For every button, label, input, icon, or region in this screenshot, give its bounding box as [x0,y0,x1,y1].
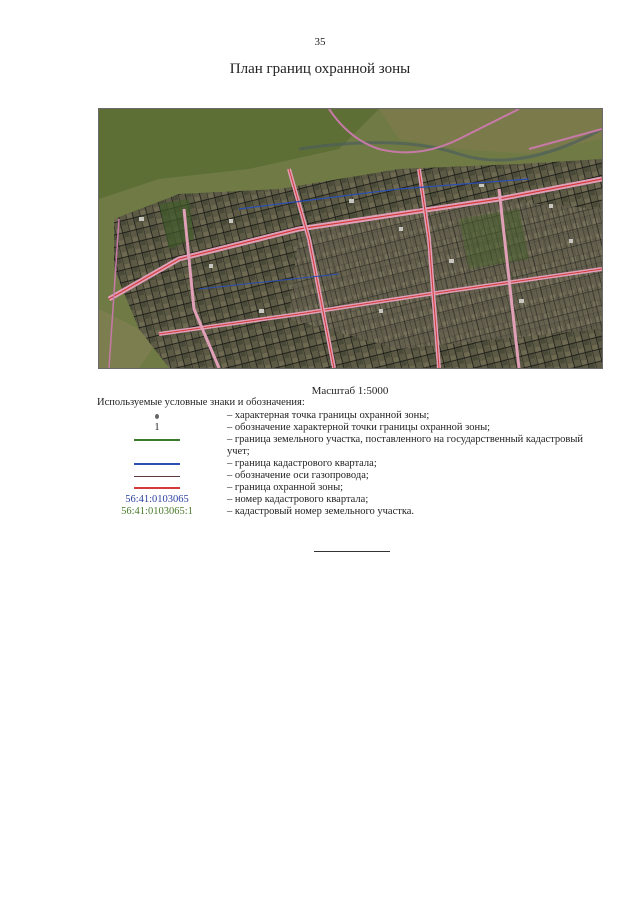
legend-title: Используемые условные знаки и обозначения: [97,397,305,408]
legend-description: – кадастровый номер земельного участка. [227,506,415,517]
brown-line-icon [134,476,180,477]
legend-item-boundary-point [97,410,607,422]
map-scale: Масштаб 1:5000 [311,385,389,397]
point-number-label: 1 [154,422,160,433]
satellite-map [98,108,603,369]
legend-item-protection-zone-boundary [97,482,607,494]
legend-description: – номер кадастрового квартала; [227,494,369,505]
page-title: План границ охранной зоны [229,61,411,77]
legend-description: – граница охранной зоны; [227,482,344,493]
legend-item-land-plot-boundary [97,434,607,458]
blue-line-icon [134,463,180,465]
legend-description: – граница земельного участка, поставленного на государственный кадастровый учет; [227,434,584,457]
closing-divider [314,551,390,552]
boundary-point-icon [155,414,159,419]
legend-item-land-plot-number [97,506,607,518]
legend-item-point-label [97,422,607,434]
legend-item-gas-pipeline-axis [97,470,607,482]
legend-description: – обозначение оси газопровода; [227,470,369,481]
legend-item-cadastral-block-number [97,494,607,506]
cadastral-block-number: 56:41:0103065 [125,494,189,505]
legend-item-cadastral-block-boundary [97,458,607,470]
red-line-icon [134,487,180,489]
legend-description: – обозначение характерной точки границы охранной зоны; [227,422,491,433]
page-number: 35 [314,36,326,48]
legend-description: – характерная точка границы охранной зоны; [227,410,430,421]
legend-description: – граница кадастрового квартала; [227,458,377,469]
land-plot-cadastral-number: 56:41:0103065:1 [121,506,193,517]
green-line-icon [134,439,180,441]
legend [97,410,607,518]
